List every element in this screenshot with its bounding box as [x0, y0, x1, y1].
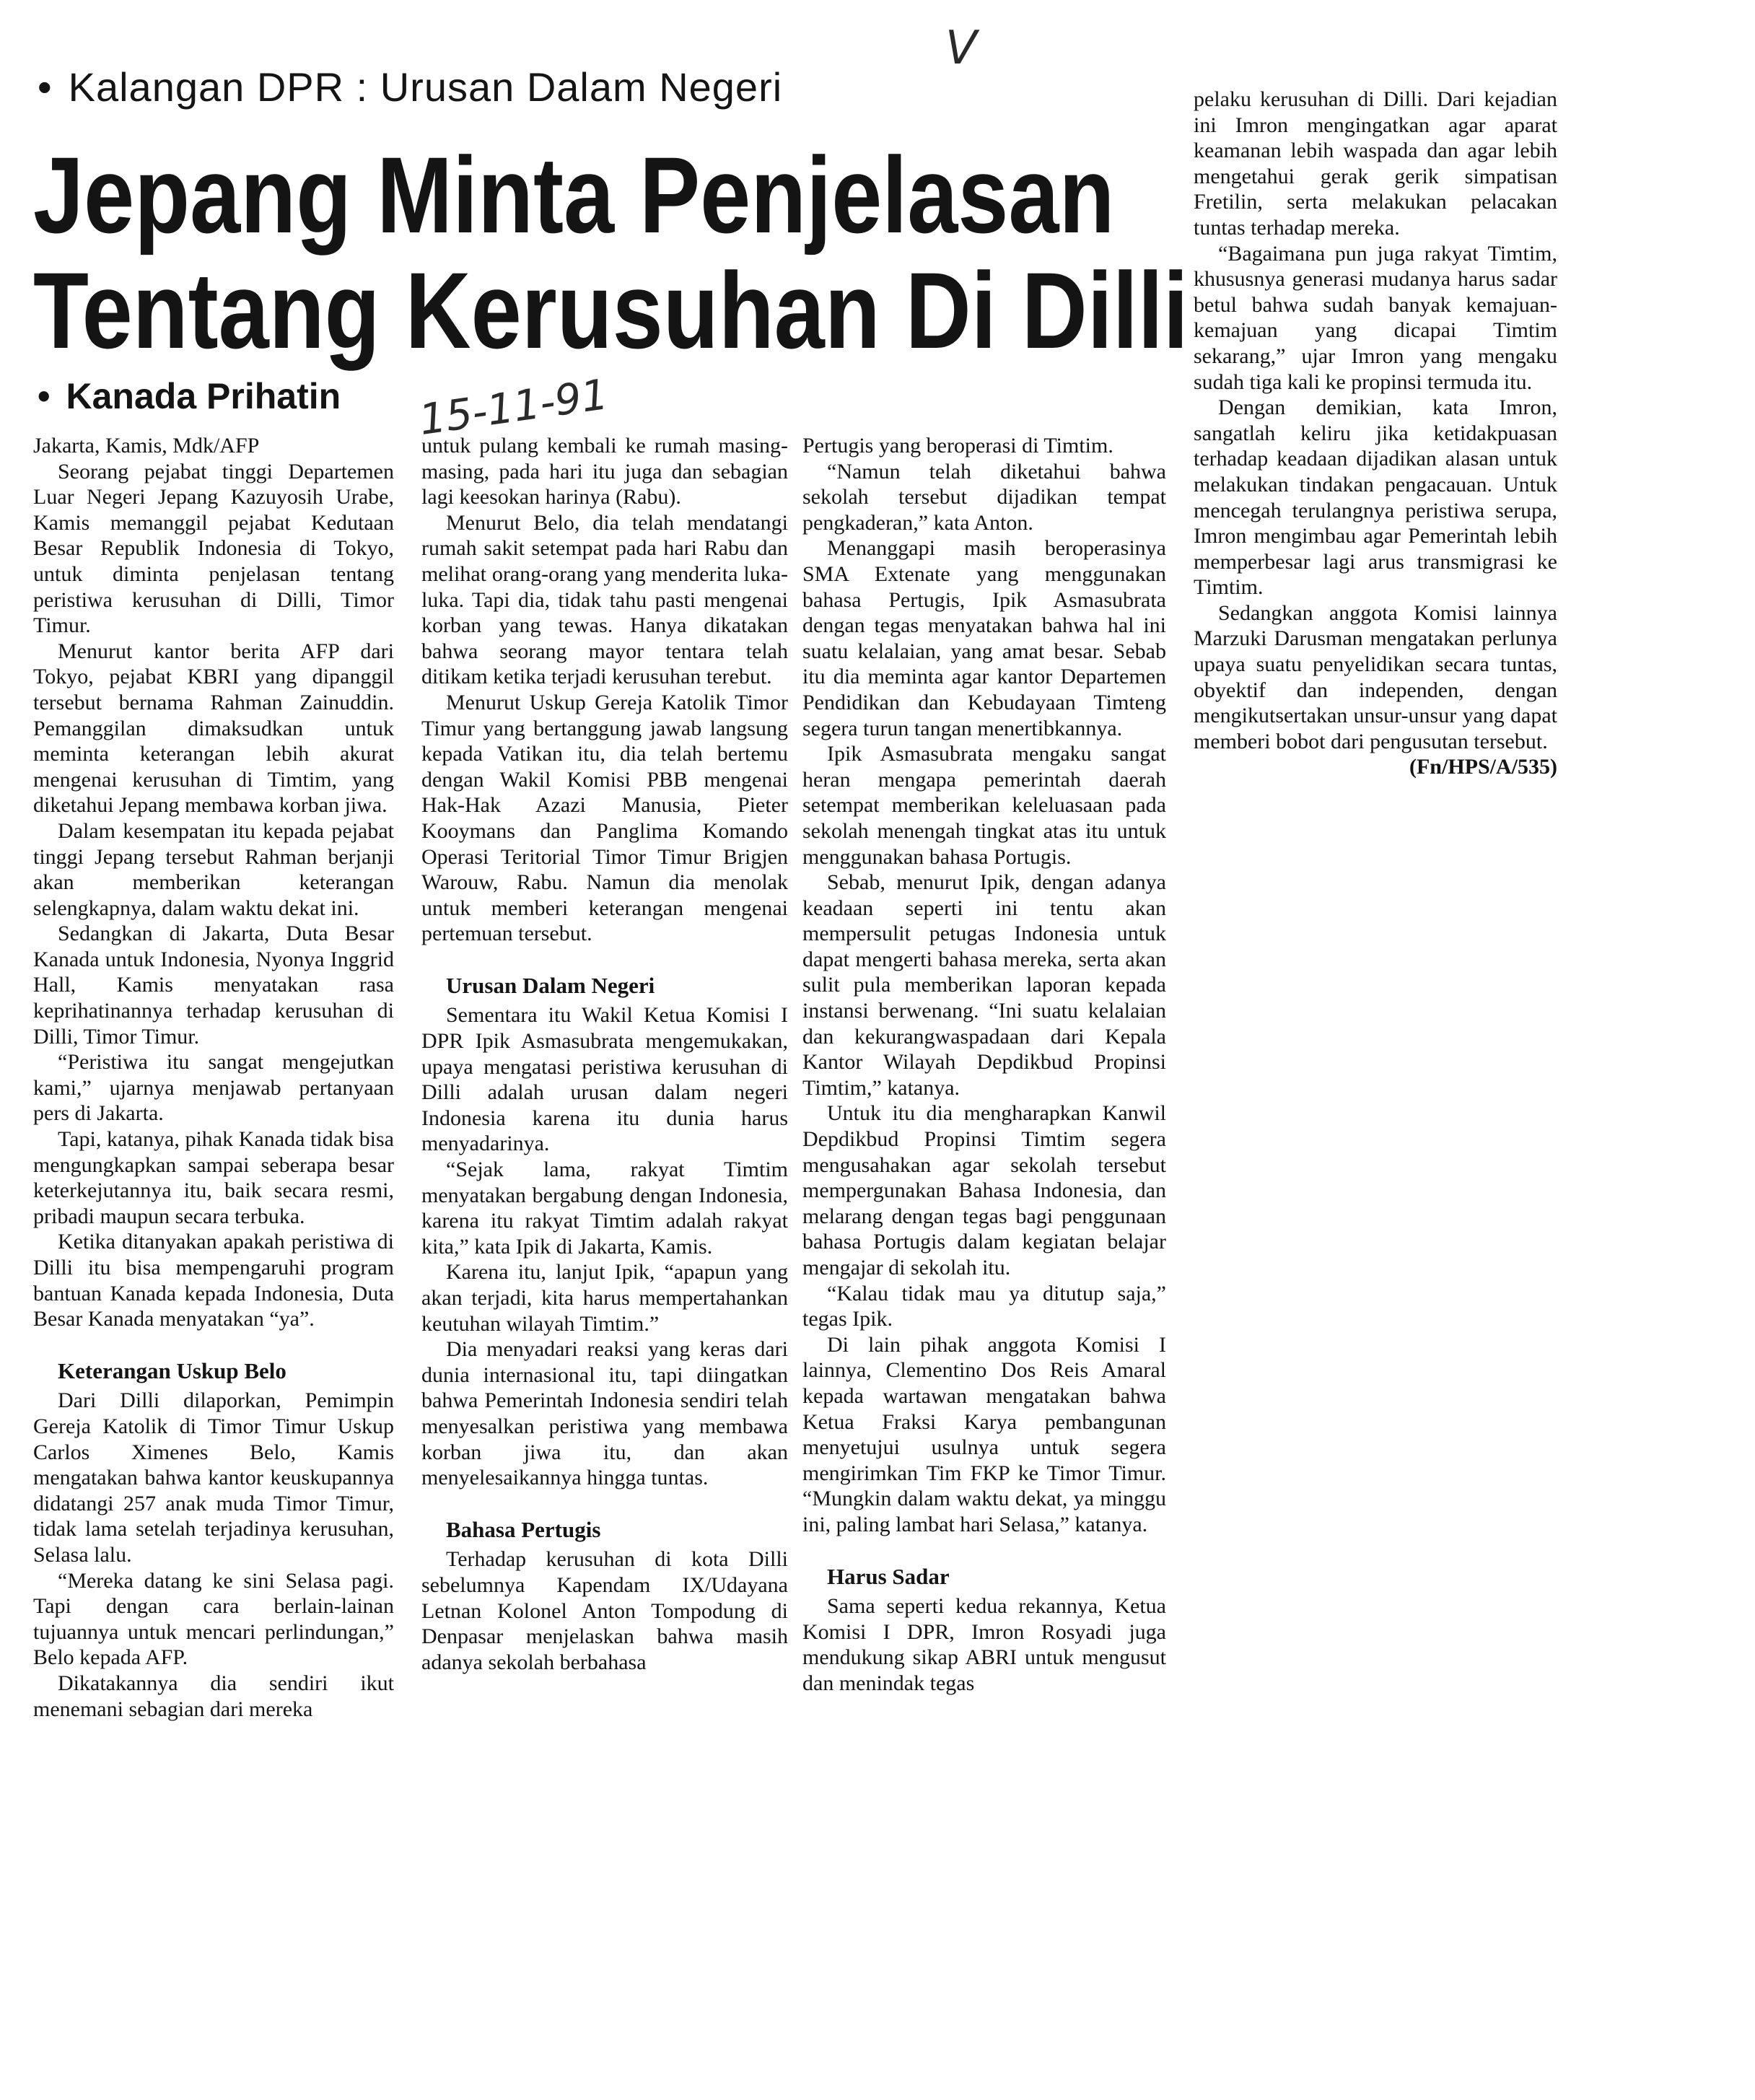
paragraph: Tapi, katanya, pihak Kanada tidak bisa mengungkapkan sampai seberapa besar keterkejutannya itu, baik secara resmi, pribadi maupun secara terbuka.	[33, 1127, 394, 1228]
section-heading: Keterangan Uskup Belo	[58, 1357, 286, 1383]
section-heading: Harus Sadar	[827, 1563, 950, 1589]
signature: (Fn/HPS/A/535)	[1409, 755, 1557, 779]
handwritten-date: 15-11-91	[416, 369, 611, 445]
handwritten-mark: V	[945, 22, 977, 75]
paragraph: “Sejak lama, rakyat Timtim menyatakan bergabung dengan Indonesia, karena itu rakyat Timtim adalah rakyat kita,” kata Ipik di Jakarta, Kamis.	[421, 1158, 788, 1259]
paragraph: Sama seperti kedua rekannya, Ketua Komisi I DPR, Imron Rosyadi juga mendukung sikap ABRI untuk mengusut dan menindak tegas	[802, 1594, 1166, 1695]
paragraph: Dalam kesempatan itu kepada pejabat tinggi Jepang tersebut Rahman berjanji akan memberikan keterangan selengkapnya, dalam waktu dekat ini.	[33, 818, 394, 920]
column-4	[1194, 87, 1557, 780]
paragraph: Dengan demikian, kata Imron, sangatlah keliru jika ketidakpuasan terhadap keadaan dijadikan alasan untuk melakukan tindakan pengacauan. Untuk mencegah terulangnya peristiwa serupa, Imron mengimbau agar Pemerintah lebih memperbesar lagi arus transmigrasi ke Timtim.	[1194, 395, 1557, 600]
paragraph: “Peristiwa itu sangat mengejutkan kami,” ujarnya menjawab pertanyaan pers di Jakarta.	[33, 1050, 394, 1126]
paragraph: Untuk itu dia mengharapkan Kanwil Depdikbud Propinsi Timtim segera mengusahakan agar sekolah tersebut mempergunakan Bahasa Indonesia, dan melarang dengan tegas bagi penggunaan bahasa Portugis dalam kegiatan belajar mengajar di sekolah itu.	[802, 1101, 1166, 1279]
headline	[33, 134, 1189, 371]
kicker: • Kalangan DPR : Urusan Dalam Negeri	[38, 64, 782, 110]
section-heading: Bahasa Pertugis	[446, 1516, 601, 1542]
paragraph: Menurut kantor berita AFP dari Tokyo, pejabat KBRI yang dipanggil tersebut bernama Rahman Zainuddin. Pemanggilan dimaksudkan untuk meminta keterangan lebih akurat mengenai kerusuhan di Timtim, yang diketahui Jepang membawa korban jiwa.	[33, 639, 394, 818]
paragraph: Menurut Belo, dia telah mendatangi rumah sakit setempat pada hari Rabu dan melihat orang-orang yang menderita luka-luka. Tapi dia, tidak tahu pasti mengenai korban yang tewas. Hanya dikatakan bahwa seorang mayor tentara telah ditikam ketika terjadi kerusuhan terebut.	[421, 510, 788, 689]
column-2	[421, 433, 788, 1675]
paragraph: Pertugis yang beroperasi di Timtim.	[802, 434, 1113, 458]
paragraph: Ketika ditanyakan apakah peristiwa di Dilli itu bisa mempengaruhi program bantuan Kanada kepada Indonesia, Duta Besar Kanada menyatakan “ya”.	[33, 1230, 394, 1331]
headline-line-1: Jepang Minta Penjelasan	[33, 134, 1115, 255]
paragraph: “Namun telah diketahui bahwa sekolah tersebut dijadikan tempat pengkaderan,” kata Anton.	[802, 459, 1166, 535]
paragraph: “Mereka datang ke sini Selasa pagi. Tapi dengan cara berlain-lainan tujuannya untuk mencari perlindungan,” Belo kepada AFP.	[33, 1568, 394, 1670]
paragraph: Sedangkan anggota Komisi lainnya Marzuki Darusman mengatakan perlunya upaya suatu penyelidikan secara tuntas, obyektif dan independen, dengan mengikutsertakan unsur-unsur yang dapat memberi bobot dari pengusutan tersebut.	[1194, 600, 1557, 753]
paragraph: Sebab, menurut Ipik, dengan adanya keadaan seperti ini tentu akan mempersulit petugas Indonesia untuk dapat mengerti bahasa mereka, serta akan sulit pula memberikan laporan kepada instansi berwenang. “Ini suatu kelalaian dan kekurangwaspadaan dari Kepala Kantor Wilayah Depdikbud Propinsi Timtim,” katanya.	[802, 870, 1166, 1100]
headline-line-2: Tentang Kerusuhan Di Dilli	[33, 250, 1189, 371]
paragraph: pelaku kerusuhan di Dilli. Dari kejadian ini Imron mengingatkan agar aparat keamanan lebih waspada dan agar lebih mengetahui gerak gerik simpatisan Fretilin, serta melakukan pelacakan tuntas terhadap mereka.	[1194, 87, 1557, 240]
paragraph: Dikatakannya dia sendiri ikut menemani sebagian dari mereka	[33, 1671, 394, 1721]
paragraph: Dari Dilli dilaporkan, Pemimpin Gereja Katolik di Timor Timur Uskup Carlos Ximenes Belo, Kamis mengatakan bahwa kantor keuskupannya didatangi 257 anak muda Timor Timur, tidak lama setelah terjadinya kerusuhan, Selasa lalu.	[33, 1388, 394, 1567]
paragraph: Sedangkan di Jakarta, Duta Besar Kanada untuk Indonesia, Nyonya Inggrid Hall, Kamis menyatakan rasa keprihatinannya terhadap kerusuhan di Dilli, Timor Timur.	[33, 922, 394, 1049]
dateline: Jakarta, Kamis, Mdk/AFP	[33, 434, 260, 458]
paragraph: Di lain pihak anggota Komisi I lainnya, Clementino Dos Reis Amaral kepada wartawan mengatakan bahwa Ketua Fraksi Karya pembangunan menyetujui usulnya untuk segera mengirimkan Tim FKP ke Timor Timur. “Mungkin dalam waktu dekat, ya minggu ini, paling lambat hari Selasa,” katanya.	[802, 1332, 1166, 1536]
column-1	[33, 433, 394, 1722]
paragraph: Sementara itu Wakil Ketua Komisi I DPR Ipik Asmasubrata mengemukakan, upaya mengatasi peristiwa kerusuhan di Dilli adalah urusan dalam negeri Indonesia karena itu dunia harus menyadarinya.	[421, 1003, 788, 1156]
paragraph: Ipik Asmasubrata mengaku sangat heran mengapa pemerintah daerah setempat memberikan keleluasaan pada sekolah menengah tingkat atas itu untuk menggunakan bahasa Portugis.	[802, 742, 1166, 869]
subkicker: • Kanada Prihatin	[38, 375, 341, 417]
column-3	[802, 433, 1166, 1697]
paragraph: untuk pulang kembali ke rumah masing-masing, pada hari itu juga dan sebagian lagi keesokan harinya (Rabu).	[421, 434, 788, 509]
paragraph: Karena itu, lanjut Ipik, “apapun yang akan terjadi, kita harus mempertahankan keutuhan wilayah Timtim.”	[421, 1260, 788, 1336]
section-heading: Urusan Dalam Negeri	[446, 972, 655, 998]
paragraph: Dia menyadari reaksi yang keras dari dunia internasional itu, tapi diingatkan bahwa Pemerintah Indonesia sendiri telah menyesalkan peristiwa yang membawa korban jiwa itu, dan akan menyelesaikannya hingga tuntas.	[421, 1337, 788, 1490]
paragraph: Terhadap kerusuhan di kota Dilli sebelumnya Kapendam IX/Udayana Letnan Kolonel Anton Tompodung di Denpasar menjelaskan bahwa masih adanya sekolah berbahasa	[421, 1547, 788, 1674]
paragraph: “Kalau tidak mau ya ditutup saja,” tegas Ipik.	[802, 1281, 1166, 1331]
paragraph: “Bagaimana pun juga rakyat Timtim, khususnya generasi mudanya harus sadar betul bahwa sudah banyak kemajuan-kemajuan yang dicapai Timtim sekarang,” ujar Imron yang mengaku sudah tiga kali ke propinsi termuda itu.	[1194, 241, 1557, 394]
paragraph: Menurut Uskup Gereja Katolik Timor Timur yang bertanggung jawab langsung kepada Vatikan itu, dia telah bertemu dengan Wakil Komisi PBB mengenai Hak-Hak Azazi Manusia, Pieter Kooymans dan Panglima Komando Operasi Teritorial Timor Timur Brigjen Warouw, Rabu. Namun dia menolak untuk memberi keterangan mengenai pertemuan tersebut.	[421, 690, 788, 946]
paragraph: Menanggapi masih beroperasinya SMA Extenate yang menggunakan bahasa Pertugis, Ipik Asmasubrata dengan tegas menyatakan bahwa hal ini suatu kelalaian, yang amat besar. Sebab itu dia meminta agar kantor Departemen Pendidikan dan Kebudayaan Timteng segera turun tangan menertibkannya.	[802, 536, 1166, 740]
paragraph: Seorang pejabat tinggi Departemen Luar Negeri Jepang Kazuyosih Urabe, Kamis memanggil pejabat Kedutaan Besar Republik Indonesia di Tokyo, untuk diminta penjelasan tentang peristiwa kerusuhan di Dilli, Timor Timur.	[33, 459, 394, 638]
